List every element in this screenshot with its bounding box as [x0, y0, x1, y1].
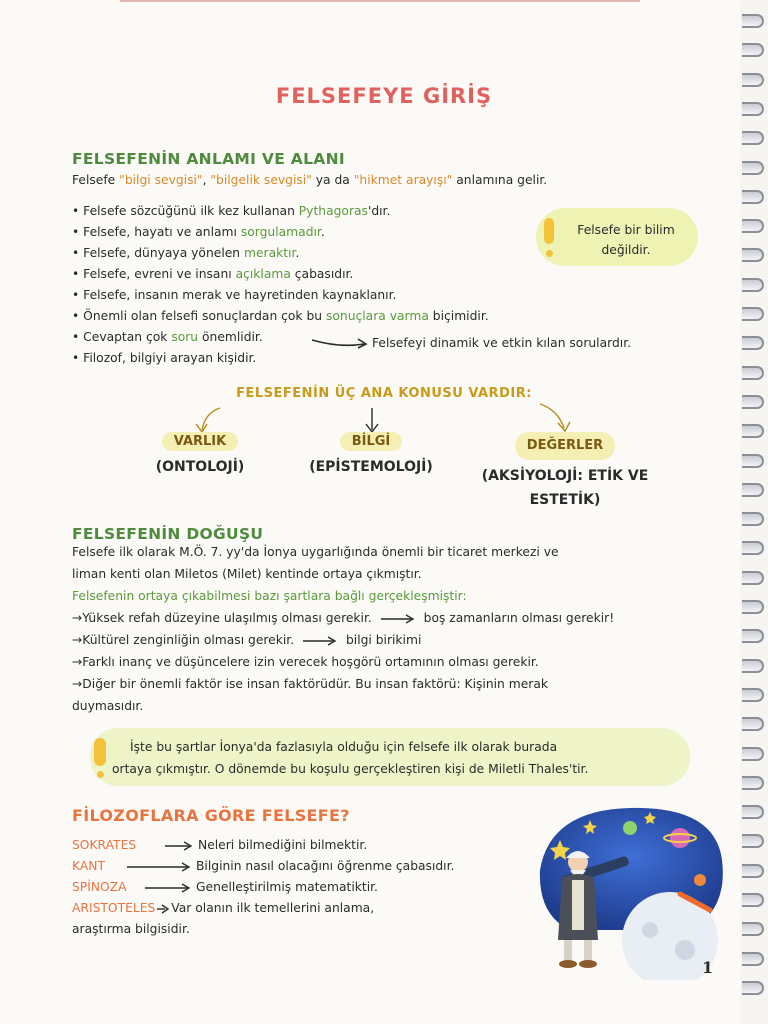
condition-2-result: bilgi birikimi: [345, 633, 422, 647]
philosopher-text: Var olanın ilk temellerini anlama,: [171, 901, 375, 915]
philosopher-name: KANT: [72, 859, 105, 873]
page-title: FELSEFEYE GİRİŞ: [275, 84, 493, 108]
spiral-ring: [742, 864, 764, 878]
callout-line-2: ortaya çıkmıştır. O dönemde bu koşulu gerçekleştiren kişi de Miletli Thales'tir.: [112, 762, 589, 776]
topic-values: [480, 432, 650, 512]
origin-line-1: Felsefe ilk olarak M.Ö. 7. yy'da İonya uygarlığında önemli bir ticaret merkezi ve: [72, 545, 559, 559]
philosopher-text: Bilginin nasıl olacağını öğrenme çabasıdır.: [196, 859, 455, 873]
origin-line-2: liman kenti olan Miletos (Milet) kentinde ortaya çıkmıştır.: [72, 567, 422, 581]
intro-line: [72, 170, 547, 191]
definition-highlight: Pythagoras: [298, 204, 368, 218]
definition-text: • Cevaptan çok: [72, 330, 172, 344]
intro-text-2: ,: [202, 173, 211, 187]
condition-3: →Farklı inanç ve düşüncelere izin verecek hoşgörü ortamının olması gerekir.: [72, 655, 539, 669]
intro-quote-2: "bilgelik sevgisi": [210, 173, 312, 187]
definition-text: • Önemli olan felsefi sonuçlardan çok bu: [72, 309, 326, 323]
intro-text-1: Felsefe: [72, 173, 120, 187]
philosopher-row: [72, 856, 454, 877]
condition-2: →Kültürel zenginliğin olması gerekir.: [72, 633, 295, 647]
definition-text: 'dır.: [367, 204, 391, 218]
philosopher-row: [72, 835, 454, 856]
spiral-ring: [742, 893, 764, 907]
section-heading-meaning: FELSEFENİN ANLAMI VE ALANI: [72, 150, 345, 168]
spiral-ring: [742, 922, 764, 936]
astronomer-illustration: [530, 800, 730, 980]
spiral-ring: [742, 307, 764, 321]
spiral-ring: [742, 483, 764, 497]
note-text: Felsefe bir bilim değildir.: [577, 223, 675, 257]
intro-quote-3: "hikmet arayışı": [353, 173, 453, 187]
arrow-right-icon: [144, 883, 192, 893]
philosopher-row: [72, 877, 454, 898]
spiral-ring: [742, 629, 764, 643]
exclamation-icon: [94, 738, 106, 766]
spiral-ring: [742, 131, 764, 145]
spiral-ring: [742, 747, 764, 761]
spiral-ring: [742, 161, 764, 175]
arrow-right-icon: [310, 336, 370, 350]
spiral-ring: [742, 278, 764, 292]
thales-callout: [90, 728, 690, 786]
spiral-ring: [742, 659, 764, 673]
definition-highlight: soru: [171, 330, 199, 344]
spiral-ring: [742, 454, 764, 468]
page-top-edge: [120, 0, 640, 2]
philosopher-name: SPİNOZA: [72, 880, 127, 894]
topic-values-label: DEĞERLER: [515, 432, 615, 460]
definition-text: • Felsefe, insanın merak ve hayretinden kaynaklanır.: [72, 288, 397, 302]
definition-text: • Felsefe, evreni ve insanı: [72, 267, 236, 281]
spiral-ring: [742, 512, 764, 526]
topic-knowledge-label: BİLGİ: [340, 432, 403, 451]
definition-highlight: açıklama: [235, 267, 291, 281]
spiral-ring: [742, 541, 764, 555]
spiral-ring: [742, 366, 764, 380]
arrow-right-icon: [156, 904, 170, 914]
topic-knowledge-sub: (EPİSTEMOLOJİ): [309, 459, 433, 475]
origin-text: [72, 541, 614, 717]
intro-quote-1: "bilgi sevgisi": [119, 173, 203, 187]
spiral-binding: [738, 14, 768, 1014]
dynamic-note: Felsefeyi dinamik ve etkin kılan sorulardır.: [372, 336, 632, 350]
philosopher-last-line: araştırma bilgisidir.: [72, 922, 190, 936]
not-science-note: [536, 208, 698, 266]
definition-text: çabasıdır.: [290, 267, 354, 281]
topic-being-sub: (ONTOLOJİ): [155, 459, 245, 475]
planet-icon: [623, 821, 637, 835]
exclamation-icon: [544, 218, 554, 244]
spiral-ring: [742, 336, 764, 350]
philosopher-text: Genelleştirilmiş matematiktir.: [196, 880, 378, 894]
definition-text: • Felsefe, hayatı ve anlamı: [72, 225, 241, 239]
callout-line-1: İşte bu şartlar İonya'da fazlasıyla olduğu için felsefe ilk olarak burada: [130, 740, 558, 754]
philosopher-name: SOKRATES: [72, 838, 137, 852]
spiral-ring: [742, 834, 764, 848]
spiral-ring: [742, 248, 764, 262]
definition-text: • Felsefe sözcüğünü ilk kez kullanan: [72, 204, 299, 218]
topic-being-label: VARLIK: [162, 432, 238, 451]
philosopher-name: ARISTOTELES: [72, 901, 156, 915]
arrow-right-icon: [164, 841, 194, 851]
intro-text-4: anlamına gelir.: [452, 173, 548, 187]
philosopher-row: [72, 898, 454, 919]
arrow-right-icon: [126, 862, 192, 872]
spiral-ring: [742, 219, 764, 233]
condition-1: →Yüksek refah düzeyine ulaşılmış olması gerekir.: [72, 611, 372, 625]
definition-highlight: meraktır: [244, 246, 296, 260]
definition-text: • Filozof, bilgiyi arayan kişidir.: [72, 351, 257, 365]
definition-item: [72, 285, 489, 306]
philosopher-list: [72, 835, 454, 940]
topic-being: [140, 432, 260, 475]
spiral-ring: [742, 600, 764, 614]
definition-item: [72, 201, 489, 222]
spiral-ring: [742, 424, 764, 438]
arrow-right-icon: [380, 614, 416, 624]
section-heading-origin: FELSEFENİN DOĞUŞU: [72, 525, 264, 543]
definition-item: [72, 306, 489, 327]
definition-highlight: sorgulamadır: [240, 225, 321, 239]
spiral-ring: [742, 43, 764, 57]
definition-text: biçimidir.: [428, 309, 489, 323]
callout-text: [112, 736, 588, 780]
spiral-ring: [742, 952, 764, 966]
origin-conditions: Felsefenin ortaya çıkabilmesi bazı şartlara bağlı gerçekleşmiştir:: [72, 589, 467, 603]
philosopher-text: Neleri bilmediğini bilmektir.: [198, 838, 368, 852]
arrow-right-icon: [302, 636, 338, 646]
spiral-ring: [742, 688, 764, 702]
definition-item: [72, 243, 489, 264]
condition-4: →Diğer bir önemli faktör ise insan faktörüdür. Bu insan faktörü: Kişinin merak: [72, 677, 548, 691]
topics-title: FELSEFENİN ÜÇ ANA KONUSU VARDIR:: [236, 386, 532, 401]
topic-values-sub: (AKSİYOLOJİ: ETİK VE ESTETİK): [481, 468, 649, 508]
condition-4-end: duymasıdır.: [72, 699, 144, 713]
definition-text: .: [295, 246, 300, 260]
spiral-ring: [742, 805, 764, 819]
definition-item: [72, 222, 489, 243]
definition-highlight: sonuçlara varma: [325, 309, 429, 323]
spiral-ring: [742, 190, 764, 204]
spiral-ring: [742, 14, 764, 28]
section-heading-philosophers: FİLOZOFLARA GÖRE FELSEFE?: [72, 806, 350, 825]
intro-text-3: ya da: [311, 173, 354, 187]
spiral-ring: [742, 571, 764, 585]
definition-text: .: [320, 225, 325, 239]
spiral-ring: [742, 776, 764, 790]
spiral-ring: [742, 981, 764, 995]
spiral-ring: [742, 717, 764, 731]
definition-text: • Felsefe, dünyaya yönelen: [72, 246, 245, 260]
definition-text: önemlidir.: [198, 330, 263, 344]
topic-knowledge: [296, 432, 446, 475]
definition-item: [72, 264, 489, 285]
page-number: 1: [702, 958, 714, 977]
condition-1-result: boş zamanların olması gerekir!: [423, 611, 615, 625]
